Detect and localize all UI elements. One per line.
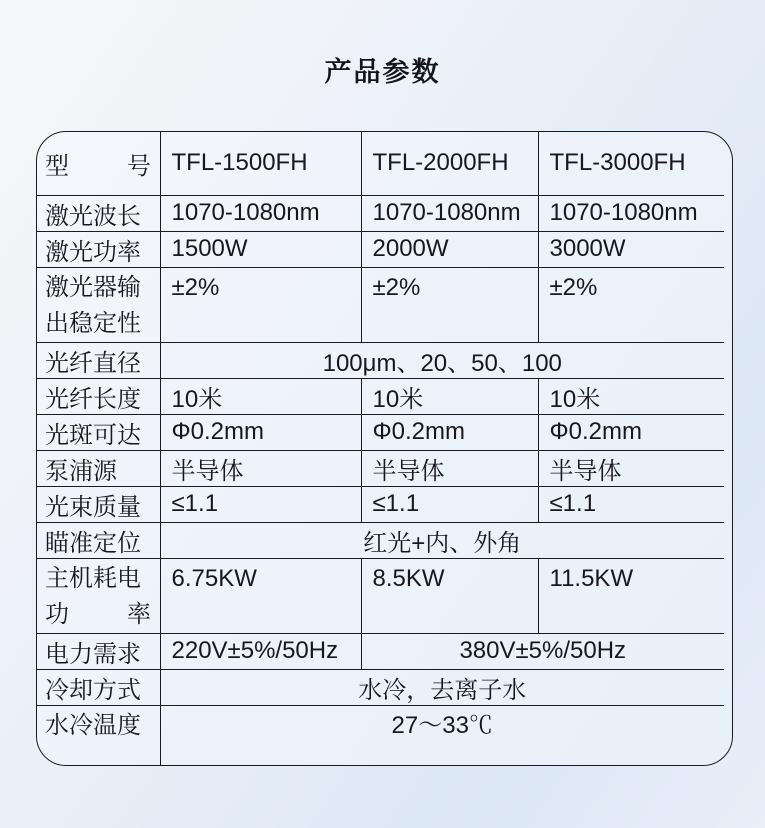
label-power-requirement: 电力需求 xyxy=(37,633,160,669)
value-cooling-method: 水冷，去离子水 xyxy=(160,669,724,705)
value-water-temperature: 27～33℃ xyxy=(160,705,724,765)
label-cooling-method: 冷却方式 xyxy=(37,669,160,705)
label-beam-quality: 光束质量 xyxy=(37,486,160,522)
row-laser-wavelength xyxy=(37,195,724,231)
row-fiber-length xyxy=(37,378,724,414)
label-model xyxy=(37,132,160,195)
value-host-power-consumption-2: 8.5KW xyxy=(361,558,538,633)
page-title: 产品参数 xyxy=(324,57,441,87)
value-pump-source-2: 半导体 xyxy=(361,450,538,486)
row-laser-power xyxy=(37,231,724,267)
value-laser-power-2: 2000W xyxy=(361,231,538,267)
row-aiming-positioning xyxy=(37,522,724,558)
value-laser-wavelength-2: 1070-1080nm xyxy=(361,195,538,231)
value-aiming-positioning: 红光+内、外角 xyxy=(160,522,724,558)
value-model-2: TFL-2000FH xyxy=(361,132,538,195)
value-fiber-length-3: 10米 xyxy=(538,378,724,414)
label-host-power-consumption-line2: 功 率 xyxy=(45,600,151,628)
value-laser-wavelength-3: 1070-1080nm xyxy=(538,195,724,231)
label-pump-source: 泵浦源 xyxy=(37,450,160,486)
label-fiber-diameter: 光纤直径 xyxy=(37,342,160,378)
value-power-requirement-1: 220V±5%/50Hz xyxy=(160,633,361,669)
value-output-stability-1: ±2% xyxy=(160,267,361,342)
value-model-1: TFL-1500FH xyxy=(160,132,361,195)
label-laser-power: 激光功率 xyxy=(37,231,160,267)
value-spot-size-1: Φ0.2mm xyxy=(160,414,361,450)
spec-table-grid xyxy=(37,132,724,765)
value-beam-quality-2: ≤1.1 xyxy=(361,486,538,522)
value-pump-source-3: 半导体 xyxy=(538,450,724,486)
value-output-stability-3: ±2% xyxy=(538,267,724,342)
value-laser-power-1: 1500W xyxy=(160,231,361,267)
row-water-temperature xyxy=(37,705,724,765)
row-power-requirement xyxy=(37,633,724,669)
value-fiber-diameter: 100μm、20、50、100 xyxy=(160,342,724,378)
row-cooling-method xyxy=(37,669,724,705)
row-fiber-diameter xyxy=(37,342,724,378)
value-host-power-consumption-1: 6.75KW xyxy=(160,558,361,633)
row-beam-quality xyxy=(37,486,724,522)
value-spot-size-2: Φ0.2mm xyxy=(361,414,538,450)
row-spot-size xyxy=(37,414,724,450)
value-pump-source-1: 半导体 xyxy=(160,450,361,486)
value-fiber-length-1: 10米 xyxy=(160,378,361,414)
label-spot-size: 光斑可达 xyxy=(37,414,160,450)
value-fiber-length-2: 10米 xyxy=(361,378,538,414)
label-model-text: 型 号 xyxy=(45,152,151,180)
value-host-power-consumption-3: 11.5KW xyxy=(538,558,724,633)
label-host-power-consumption: 主机耗电 功 率 xyxy=(37,558,160,633)
label-laser-wavelength: 激光波长 xyxy=(37,195,160,231)
label-output-stability: 激光器输 出稳定性 xyxy=(37,267,160,342)
row-model xyxy=(37,132,724,195)
label-aiming-positioning: 瞄准定位 xyxy=(37,522,160,558)
value-laser-power-3: 3000W xyxy=(538,231,724,267)
value-spot-size-3: Φ0.2mm xyxy=(538,414,724,450)
value-output-stability-2: ±2% xyxy=(361,267,538,342)
value-beam-quality-3: ≤1.1 xyxy=(538,486,724,522)
value-beam-quality-1: ≤1.1 xyxy=(160,486,361,522)
spec-table xyxy=(36,131,733,766)
row-pump-source xyxy=(37,450,724,486)
value-laser-wavelength-1: 1070-1080nm xyxy=(160,195,361,231)
value-power-requirement-2: 380V±5%/50Hz xyxy=(361,633,724,669)
row-host-power-consumption xyxy=(37,558,724,633)
row-output-stability xyxy=(37,267,724,342)
value-model-3: TFL-3000FH xyxy=(538,132,724,195)
label-fiber-length: 光纤长度 xyxy=(37,378,160,414)
label-water-temperature: 水冷温度 xyxy=(37,705,160,765)
